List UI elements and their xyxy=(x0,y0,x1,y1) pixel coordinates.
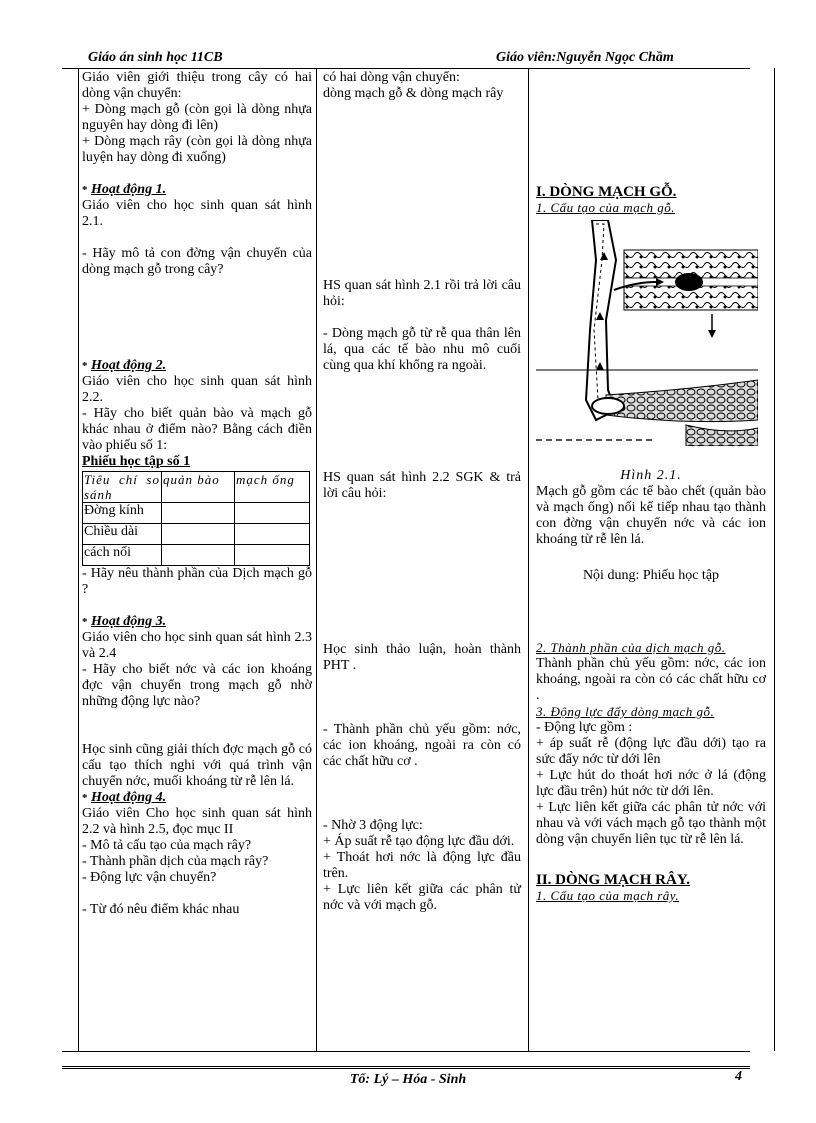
student-text-5: HS quan sát hình 2.2 SGK & trả lời câu hỏi: xyxy=(323,470,521,501)
worksheet-table xyxy=(82,471,310,566)
table-cell[interactable] xyxy=(235,503,310,524)
student-text-9: + Áp suất rễ tạo động lực đầu dới. xyxy=(323,834,515,849)
activity-2-text: Giáo viên cho học sinh quan sát hình 2.2. xyxy=(82,374,312,405)
activity-1-question: - Hãy mô tả con đờng vận chuyển của dòng mạch gỗ trong cây? xyxy=(82,246,312,277)
table-cell[interactable] xyxy=(235,545,310,566)
worksheet-note: Nội dung: Phiếu học tập xyxy=(582,568,720,583)
subsection-3-heading: 3. Động lực đẩy dòng mạch gỗ. xyxy=(536,704,715,719)
intro-text: Giáo viên giới thiệu trong cây có hai dòng vận chuyển: xyxy=(82,70,312,101)
star-icon: * xyxy=(82,792,88,804)
driving-force-1: + áp suất rễ (động lực đầu dới) tạo ra sức đẩy nớc từ dới lên xyxy=(536,736,766,767)
table-cell: Đờng kính xyxy=(83,503,162,524)
xylem-line: + Dòng mạch gỗ (còn gọi là dòng nhựa nguyên hay dòng đi lên) xyxy=(82,102,312,133)
table-border-right xyxy=(774,68,775,1051)
student-activities-column xyxy=(323,70,521,914)
table-divider-1 xyxy=(316,68,317,1051)
student-text-7: - Thành phần chủ yếu gồm: nớc, các ion khoáng, ngoài ra còn có các chất hữu cơ . xyxy=(323,722,521,769)
activity-1-text: Giáo viên cho học sinh quan sát hình 2.1. xyxy=(82,198,312,229)
footer-text: Tổ: Lý – Hóa - Sinh xyxy=(349,1072,467,1087)
activity-3-text: Giáo viên cho học sinh quan sát hình 2.3 và 2.4 xyxy=(82,630,312,661)
section-2-heading: II. DÒNG MẠCH RÂY. xyxy=(536,872,691,888)
student-text-6: Học sinh thảo luận, hoàn thành PHT . xyxy=(323,642,521,673)
activity-4-question-3: - Động lực vận chuyển? xyxy=(82,870,217,885)
table-header: mạch ống xyxy=(235,472,310,503)
student-text-4: - Dòng mạch gỗ từ rễ qua thân lên lá, qua các tế bào nhu mô cuối cùng qua khí khổng ra ngoài. xyxy=(323,326,521,373)
table-divider-2 xyxy=(528,68,529,1051)
root-cross-section xyxy=(592,398,624,414)
subsection-2-text: Thành phần chủ yếu gồm: nớc, các ion khoáng, ngoài ra còn có các chất hữu cơ . xyxy=(536,656,766,703)
footer-rule-2 xyxy=(62,1068,750,1069)
subsection-2-heading: 2. Thành phần của dịch mạch gỗ. xyxy=(536,640,726,655)
table-cell[interactable] xyxy=(162,503,235,524)
worksheet-title: Phiếu học tập số 1 xyxy=(82,454,191,469)
driving-force-title: - Động lực gồm : xyxy=(536,720,633,735)
activity-1-heading: * Hoạt động 1. xyxy=(82,182,167,197)
table-cell[interactable] xyxy=(162,545,235,566)
activity-2-question: - Hãy cho biết quản bào và mạch gỗ khác nhau ở điểm nào? Bằng cách điền vào phiếu số 1: xyxy=(82,406,312,453)
table-row xyxy=(83,545,310,566)
section-1-heading: I. DÒNG MẠCH GỖ. xyxy=(536,184,677,200)
section-2-subheading: 1. Cấu tạo của mạch rây. xyxy=(536,888,680,903)
table-header: quản bào xyxy=(162,472,235,503)
student-text-11: + Lực liên kết giữa các phân tử nớc và với mạch gỗ. xyxy=(323,882,521,913)
table-border-left xyxy=(78,68,79,1051)
activity-4-heading: * Hoạt động 4. xyxy=(82,790,167,805)
section-1-subheading: 1. Cấu tạo của mạch gỗ. xyxy=(536,200,675,215)
student-text-10: + Thoát hơi nớc là động lực đầu trên. xyxy=(323,850,521,881)
driving-force-3: + Lực liên kết giữa các phân tử nớc với nhau và với vách mạch gỗ tạo thành một dòng vận chuyển liên tục từ rễ lên lá. xyxy=(536,800,766,847)
table-row xyxy=(83,524,310,545)
table-cell: Chiều dài xyxy=(83,524,162,545)
table-cell[interactable] xyxy=(162,524,235,545)
star-icon: * xyxy=(82,616,88,628)
table-bottom-rule xyxy=(62,1051,750,1052)
activity-2-question-2: - Hãy nêu thành phần của Dịch mạch gỗ ? xyxy=(82,566,312,597)
header-rule xyxy=(62,68,750,69)
teacher-activities-column xyxy=(82,70,312,918)
header-left: Giáo án sinh học 11CB xyxy=(88,50,223,65)
table-row xyxy=(83,503,310,524)
student-text-3: HS quan sát hình 2.1 rồi trả lời câu hỏi: xyxy=(323,278,521,309)
down-arrow-icon xyxy=(708,330,716,338)
xylem-pathway-figure xyxy=(536,220,758,446)
activity-3-heading: * Hoạt động 3. xyxy=(82,614,167,629)
activity-4-question-4: - Từ đó nêu điểm khác nhau xyxy=(82,902,240,917)
student-text-1: có hai dòng vận chuyển: xyxy=(323,70,460,85)
activity-2-heading: * Hoạt động 2. xyxy=(82,358,167,373)
figure-description: Mạch gỗ gồm các tế bào chết (quản bào và mạch ống) nối kế tiếp nhau tạo thành con đờng vận chuyển nớc và các ion khoáng từ rễ lên lá. xyxy=(536,484,766,547)
activity-3-question: - Hãy cho biết nớc và các ion khoáng đợc vận chuyển trong mạch gỗ nhờ những động lực nào? xyxy=(82,662,312,709)
figure-caption: Hình 2.1. xyxy=(620,468,682,483)
content-column xyxy=(536,70,766,904)
table-row xyxy=(83,472,310,503)
header-right: Giáo viên:Nguyễn Ngọc Chầm xyxy=(496,50,674,65)
student-text-8: - Nhờ 3 động lực: xyxy=(323,818,423,833)
student-text-2: dòng mạch gỗ & dòng mạch rây xyxy=(323,86,504,101)
driving-force-2: + Lực hút do thoát hơi nớc ở lá (động lực đầu trên) hút nớc từ dới lên. xyxy=(536,768,766,799)
star-icon: * xyxy=(82,360,88,372)
root-tissue xyxy=(606,380,758,422)
activity-4-question-2: - Thành phần dịch của mạch rây? xyxy=(82,854,269,869)
stomata-icon xyxy=(675,273,703,291)
page-number: 4 xyxy=(735,1069,742,1084)
activity-4-text: Giáo viên Cho học sinh quan sát hình 2.2 và hình 2.5, đọc mục II xyxy=(82,806,312,837)
phloem-line: + Dòng mạch rây (còn gọi là dòng nhựa luyện hay dòng đi xuống) xyxy=(82,134,312,165)
footer-rule-1 xyxy=(62,1066,750,1067)
activity-3-text-2: Học sinh cũng giải thích đợc mạch gỗ có cấu tạo thích nghi với quá trình vận chuyển nớc, muối khoáng từ rễ lên lá. xyxy=(82,742,312,789)
table-header: Tiêu chí so sánh xyxy=(84,472,160,502)
star-icon: * xyxy=(82,184,88,196)
activity-4-question-1: - Mô tả cấu tạo của mạch rây? xyxy=(82,838,252,853)
table-cell[interactable] xyxy=(235,524,310,545)
table-cell: cách nối xyxy=(83,545,162,566)
